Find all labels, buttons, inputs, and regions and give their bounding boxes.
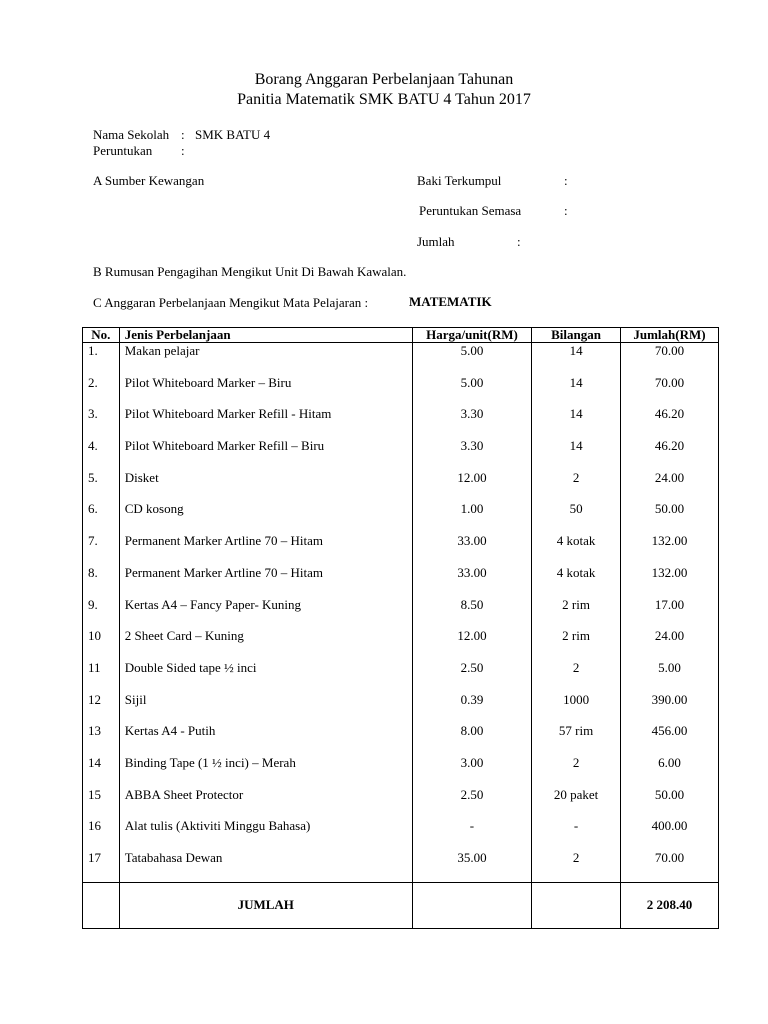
table-row <box>83 723 719 755</box>
table-row <box>83 406 719 438</box>
row-price: 12.00 <box>412 470 531 502</box>
row-number: 17 <box>83 850 120 882</box>
row-total: 132.00 <box>620 565 718 597</box>
row-price: 3.30 <box>412 438 531 470</box>
header-total: Jumlah(RM) <box>620 328 718 343</box>
table-row <box>83 660 719 692</box>
row-number: 16 <box>83 818 120 850</box>
header-quantity: Bilangan <box>532 328 621 343</box>
total-price-cell <box>412 882 531 928</box>
row-quantity: 2 <box>532 755 621 787</box>
school-name-label: Nama Sekolah <box>93 127 170 142</box>
school-name-separator: : <box>181 127 185 142</box>
row-item: Makan pelajar <box>119 343 412 375</box>
row-total: 390.00 <box>620 692 718 724</box>
table-row <box>83 692 719 724</box>
row-price: 1.00 <box>412 501 531 533</box>
row-total: 46.20 <box>620 406 718 438</box>
sum-separator: : <box>517 234 521 249</box>
row-number: 8. <box>83 565 120 597</box>
row-item: CD kosong <box>119 501 412 533</box>
row-price: 33.00 <box>412 533 531 565</box>
current-allocation-label: Peruntukan Semasa <box>419 203 522 218</box>
row-quantity: 2 <box>532 470 621 502</box>
balance-label: Baki Terkumpul <box>417 173 502 188</box>
row-total: 70.00 <box>620 343 718 375</box>
row-number: 15 <box>83 787 120 819</box>
total-quantity-cell <box>532 882 621 928</box>
balance-separator: : <box>564 173 568 188</box>
table-total-row <box>83 882 719 928</box>
row-price: 3.00 <box>412 755 531 787</box>
table-row <box>83 850 719 882</box>
row-total: 132.00 <box>620 533 718 565</box>
row-number: 7. <box>83 533 120 565</box>
sum-label: Jumlah <box>417 234 455 249</box>
row-total: 24.00 <box>620 470 718 502</box>
row-quantity: - <box>532 818 621 850</box>
row-quantity: 14 <box>532 375 621 407</box>
row-quantity: 20 paket <box>532 787 621 819</box>
row-quantity: 14 <box>532 406 621 438</box>
table-row <box>83 470 719 502</box>
row-total: 456.00 <box>620 723 718 755</box>
row-number: 11 <box>83 660 120 692</box>
row-number: 4. <box>83 438 120 470</box>
row-price: 3.30 <box>412 406 531 438</box>
row-total: 17.00 <box>620 597 718 629</box>
table-row <box>83 533 719 565</box>
row-total: 70.00 <box>620 850 718 882</box>
row-price: 5.00 <box>412 375 531 407</box>
row-item: Double Sided tape ½ inci <box>119 660 412 692</box>
row-price: 0.39 <box>412 692 531 724</box>
row-item: Kertas A4 - Putih <box>119 723 412 755</box>
row-quantity: 2 <box>532 850 621 882</box>
row-quantity: 57 rim <box>532 723 621 755</box>
header-no: No. <box>83 328 120 343</box>
row-total: 70.00 <box>620 375 718 407</box>
row-price: 12.00 <box>412 628 531 660</box>
row-number: 10 <box>83 628 120 660</box>
current-allocation-separator: : <box>564 203 568 218</box>
school-name-value: SMK BATU 4 <box>195 127 271 142</box>
total-no-cell <box>83 882 120 928</box>
row-price: 8.00 <box>412 723 531 755</box>
row-price: 5.00 <box>412 343 531 375</box>
row-total: 50.00 <box>620 787 718 819</box>
row-number: 5. <box>83 470 120 502</box>
row-item: ABBA Sheet Protector <box>119 787 412 819</box>
row-item: Pilot Whiteboard Marker – Biru <box>119 375 412 407</box>
table-header-row <box>83 328 719 343</box>
budget-table <box>82 327 719 929</box>
row-price: 2.50 <box>412 660 531 692</box>
row-number: 1. <box>83 343 120 375</box>
row-quantity: 14 <box>532 343 621 375</box>
section-b-label: B Rumusan Pengagihan Mengikut Unit Di Bawah Kawalan. <box>93 264 407 279</box>
row-price: 8.50 <box>412 597 531 629</box>
row-item: Pilot Whiteboard Marker Refill – Biru <box>119 438 412 470</box>
row-item: Tatabahasa Dewan <box>119 850 412 882</box>
table-row <box>83 628 719 660</box>
section-c-label: C Anggaran Perbelanjaan Mengikut Mata Pelajaran : <box>93 295 369 310</box>
row-quantity: 1000 <box>532 692 621 724</box>
row-number: 6. <box>83 501 120 533</box>
form-title: Borang Anggaran Perbelanjaan Tahunan <box>254 71 514 88</box>
row-price: 33.00 <box>412 565 531 597</box>
grand-total: 2 208.40 <box>620 882 718 928</box>
header-price: Harga/unit(RM) <box>412 328 531 343</box>
row-total: 400.00 <box>620 818 718 850</box>
row-quantity: 50 <box>532 501 621 533</box>
row-total: 50.00 <box>620 501 718 533</box>
table-row <box>83 787 719 819</box>
section-c-subject: MATEMATIK <box>409 294 492 309</box>
allocation-separator: : <box>181 143 185 158</box>
row-item: Permanent Marker Artline 70 – Hitam <box>119 533 412 565</box>
row-item: Kertas A4 – Fancy Paper- Kuning <box>119 597 412 629</box>
form-subtitle: Panitia Matematik SMK BATU 4 Tahun 2017 <box>237 91 531 108</box>
total-label: JUMLAH <box>119 882 412 928</box>
row-total: 46.20 <box>620 438 718 470</box>
row-quantity: 2 <box>532 660 621 692</box>
header-item: Jenis Perbelanjaan <box>119 328 412 343</box>
table-row <box>83 597 719 629</box>
row-item: Alat tulis (Aktiviti Minggu Bahasa) <box>119 818 412 850</box>
row-number: 14 <box>83 755 120 787</box>
row-number: 9. <box>83 597 120 629</box>
row-quantity: 2 rim <box>532 597 621 629</box>
table-row <box>83 438 719 470</box>
table-row <box>83 375 719 407</box>
row-number: 12 <box>83 692 120 724</box>
section-a-label: A Sumber Kewangan <box>93 173 205 188</box>
row-quantity: 4 kotak <box>532 533 621 565</box>
table-row <box>83 343 719 375</box>
row-item: Pilot Whiteboard Marker Refill - Hitam <box>119 406 412 438</box>
table-row <box>83 565 719 597</box>
row-item: 2 Sheet Card – Kuning <box>119 628 412 660</box>
table-row <box>83 501 719 533</box>
row-quantity: 2 rim <box>532 628 621 660</box>
row-number: 13 <box>83 723 120 755</box>
row-item: Disket <box>119 470 412 502</box>
row-quantity: 4 kotak <box>532 565 621 597</box>
table-body <box>83 343 719 883</box>
row-total: 6.00 <box>620 755 718 787</box>
row-number: 3. <box>83 406 120 438</box>
row-number: 2. <box>83 375 120 407</box>
table-row <box>83 755 719 787</box>
row-total: 5.00 <box>620 660 718 692</box>
row-price: 2.50 <box>412 787 531 819</box>
table-row <box>83 818 719 850</box>
row-total: 24.00 <box>620 628 718 660</box>
row-item: Permanent Marker Artline 70 – Hitam <box>119 565 412 597</box>
row-price: 35.00 <box>412 850 531 882</box>
allocation-label: Peruntukan <box>93 143 153 158</box>
row-item: Binding Tape (1 ½ inci) – Merah <box>119 755 412 787</box>
row-quantity: 14 <box>532 438 621 470</box>
row-price: - <box>412 818 531 850</box>
row-item: Sijil <box>119 692 412 724</box>
